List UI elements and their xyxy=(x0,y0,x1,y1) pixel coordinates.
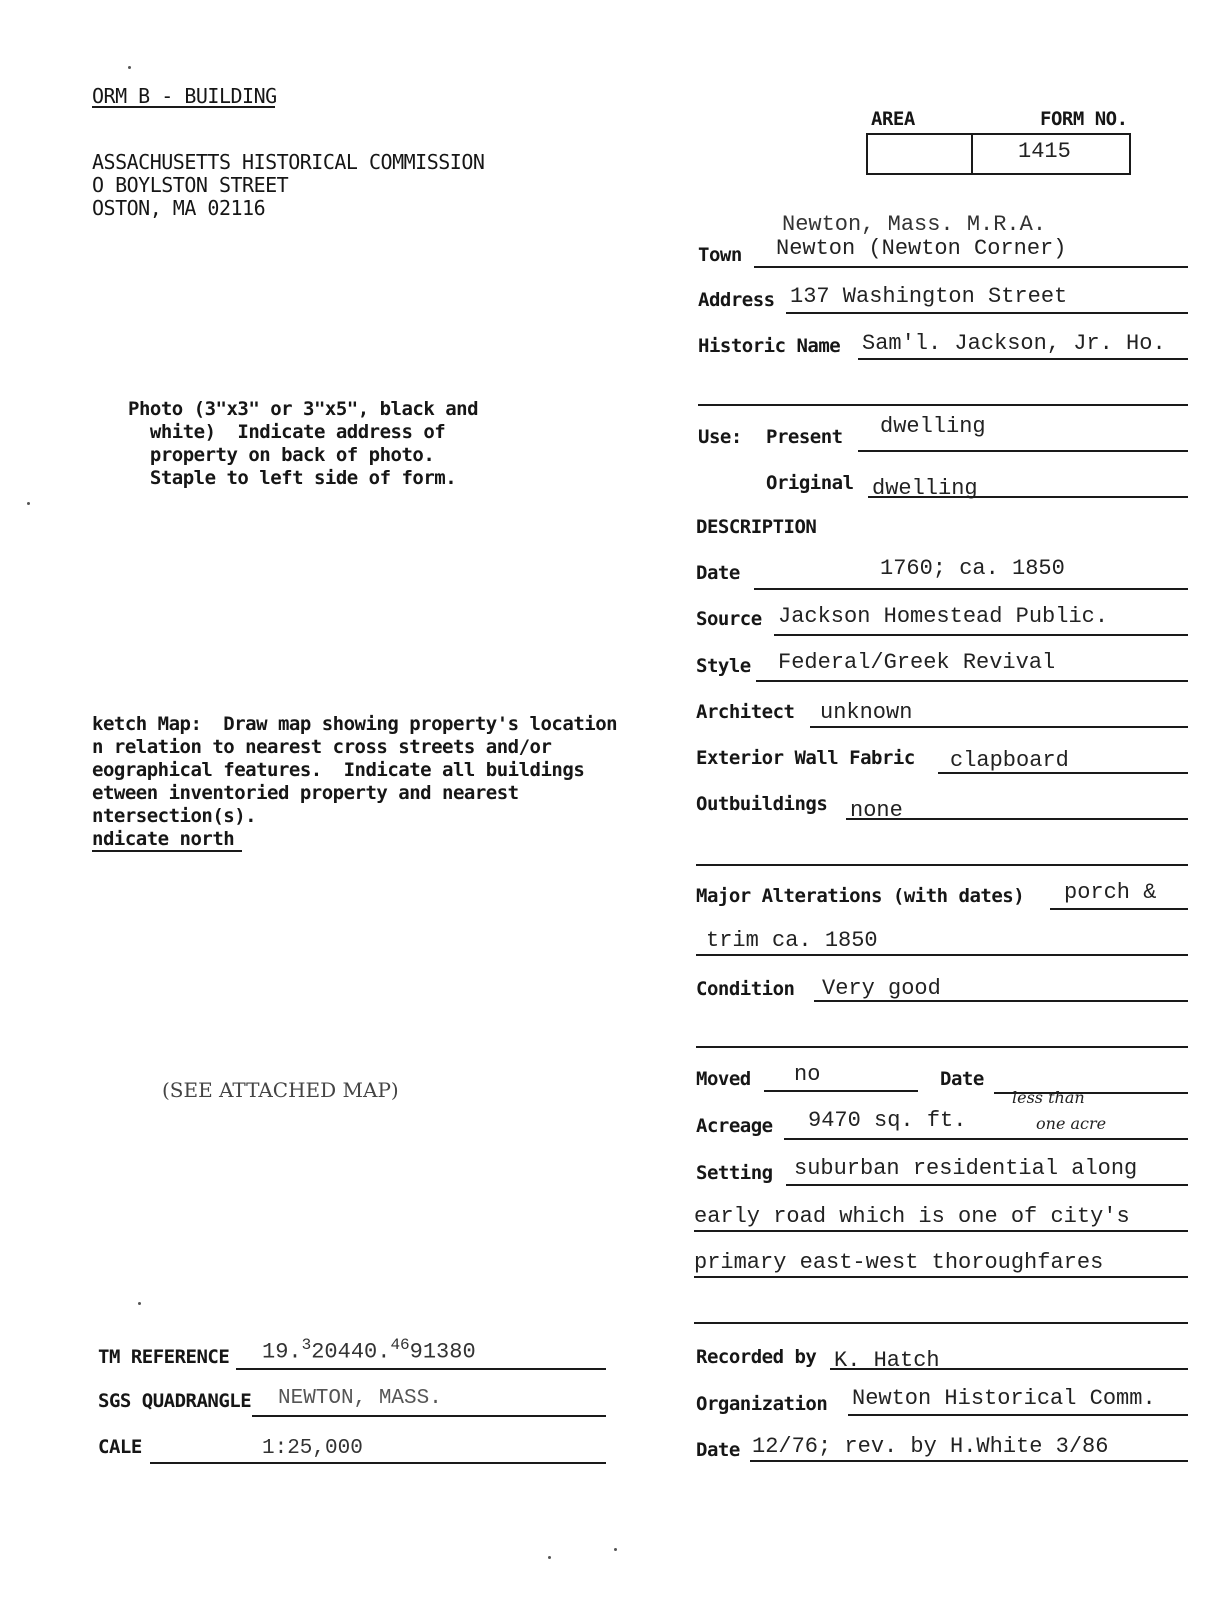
setting-line-3: primary east-west thoroughfares xyxy=(694,1250,1104,1275)
use-present-value: dwelling xyxy=(880,414,986,439)
form-title: ORM B - BUILDING xyxy=(92,84,277,108)
photo-instruction-line: white) Indicate address of xyxy=(128,421,446,443)
use-original-value: dwelling xyxy=(872,476,978,501)
architect-value: unknown xyxy=(820,700,913,725)
moved-line xyxy=(764,1090,918,1092)
scan-speck xyxy=(128,66,131,69)
use-present-label: Present xyxy=(766,426,843,448)
setting-line-1: suburban residential along xyxy=(794,1156,1138,1181)
organization-line xyxy=(848,1414,1188,1416)
description-heading: DESCRIPTION xyxy=(696,516,817,538)
alterations-value-2: trim ca. 1850 xyxy=(706,928,878,953)
address-line xyxy=(786,312,1188,314)
sketch-instruction-line: ntersection(s). xyxy=(92,805,257,827)
photo-instruction-line: Photo (3"x3" or 3"x5", black and xyxy=(128,398,479,420)
record-date-label: Date xyxy=(696,1439,740,1461)
condition-label: Condition xyxy=(696,978,795,1000)
setting-rule-4 xyxy=(694,1322,1188,1324)
organization-value: Newton Historical Comm. xyxy=(852,1386,1156,1411)
utm-label: TM REFERENCE xyxy=(98,1346,230,1368)
sketch-instruction-line: n relation to nearest cross streets and/or xyxy=(92,736,552,758)
scan-speck xyxy=(27,502,30,505)
scale-label: CALE xyxy=(98,1436,142,1458)
commission-street: O BOYLSTON STREET xyxy=(92,173,289,197)
outbuildings-value: none xyxy=(850,798,903,823)
alterations-line-2 xyxy=(696,954,1188,956)
recorded-by-value: K. Hatch xyxy=(834,1348,940,1373)
acreage-handwritten-2: one acre xyxy=(1036,1114,1107,1133)
acreage-handwritten-1: less than xyxy=(1012,1088,1085,1107)
date-line xyxy=(754,588,1188,590)
outbuildings-line xyxy=(846,818,1188,820)
exterior-line xyxy=(938,772,1188,774)
acreage-line xyxy=(784,1138,1188,1140)
town-line xyxy=(754,266,1188,268)
condition-line-2 xyxy=(696,1046,1188,1048)
sketch-instruction-line: etween inventoried property and nearest xyxy=(92,782,519,804)
setting-rule-1 xyxy=(786,1184,1188,1186)
date-value: 1760; ca. 1850 xyxy=(880,556,1065,581)
record-date-value: 12/76; rev. by H.White 3/86 xyxy=(752,1434,1109,1459)
scan-speck xyxy=(548,1556,551,1559)
moved-label: Moved xyxy=(696,1068,751,1090)
address-value: 137 Washington Street xyxy=(790,284,1068,309)
source-value: Jackson Homestead Public. xyxy=(778,604,1109,629)
outbuildings-label: Outbuildings xyxy=(696,793,828,815)
style-label: Style xyxy=(696,655,751,677)
source-line xyxy=(774,634,1188,636)
outbuildings-line-2 xyxy=(696,864,1188,866)
scan-speck xyxy=(614,1548,617,1551)
form-no-label: FORM NO. xyxy=(1040,108,1128,130)
area-label: AREA xyxy=(871,108,915,130)
scan-speck xyxy=(138,1302,141,1305)
sketch-instruction-line: ketch Map: Draw map showing property's location xyxy=(92,713,618,735)
utm-line xyxy=(236,1368,606,1370)
form-no-value: 1415 xyxy=(1018,139,1071,164)
commission-city: OSTON, MA 02116 xyxy=(92,196,266,220)
commission-name: ASSACHUSETTS HISTORICAL COMMISSION xyxy=(92,150,485,174)
scale-value: 1:25,000 xyxy=(262,1437,363,1460)
town-value-top: Newton, Mass. M.R.A. xyxy=(782,212,1047,237)
architect-line xyxy=(810,726,1188,728)
photo-instruction-line: Staple to left side of form. xyxy=(128,467,457,489)
setting-label: Setting xyxy=(696,1162,773,1184)
use-original-label: Original xyxy=(766,472,854,494)
usgs-label: SGS QUADRANGLE xyxy=(98,1390,252,1412)
scale-line xyxy=(150,1462,606,1464)
record-date-line xyxy=(750,1460,1188,1462)
area-cell xyxy=(866,133,973,175)
see-attached-map: (SEE ATTACHED MAP) xyxy=(162,1078,399,1102)
photo-instruction-line: property on back of photo. xyxy=(128,444,435,466)
form-title-underline xyxy=(92,106,275,108)
indicate-north: ndicate north xyxy=(92,828,235,850)
architect-label: Architect xyxy=(696,701,795,723)
town-label: Town xyxy=(698,244,742,266)
setting-line-2: early road which is one of city's xyxy=(694,1204,1130,1229)
utm-value: 19.$^3$20440.4691380 xyxy=(262,1336,476,1365)
moved-date-label: Date xyxy=(940,1068,984,1090)
historic-name-line-2 xyxy=(698,404,1188,406)
historic-name-value: Sam'l. Jackson, Jr. Ho. xyxy=(862,331,1166,356)
date-label: Date xyxy=(696,562,740,584)
sketch-instructions xyxy=(92,713,617,851)
condition-value: Very good xyxy=(822,976,941,1001)
town-value: Newton (Newton Corner) xyxy=(776,236,1067,261)
recorded-by-line xyxy=(830,1368,1188,1370)
usgs-line xyxy=(252,1415,606,1417)
use-present-line xyxy=(858,450,1188,452)
exterior-label: Exterior Wall Fabric xyxy=(696,747,915,769)
sketch-instruction-line: eographical features. Indicate all buildings xyxy=(92,759,585,781)
recorded-by-label: Recorded by xyxy=(696,1346,817,1368)
address-label: Address xyxy=(698,289,775,311)
acreage-value: 9470 sq. ft. xyxy=(808,1108,967,1133)
style-value: Federal/Greek Revival xyxy=(778,650,1056,675)
photo-instructions xyxy=(128,398,478,490)
alterations-label: Major Alterations (with dates) xyxy=(696,885,1025,907)
alterations-value-1: porch & xyxy=(1064,880,1157,905)
indicate-north-underline xyxy=(92,850,242,852)
acreage-label: Acreage xyxy=(696,1115,773,1137)
usgs-value: NEWTON, MASS. xyxy=(278,1387,442,1410)
condition-line xyxy=(814,1000,1188,1002)
use-label: Use: xyxy=(698,426,742,448)
style-line xyxy=(756,680,1188,682)
exterior-value: clapboard xyxy=(950,748,1069,773)
historic-name-label: Historic Name xyxy=(698,335,841,357)
use-original-line xyxy=(868,496,1188,498)
organization-label: Organization xyxy=(696,1393,828,1415)
source-label: Source xyxy=(696,608,762,630)
alterations-line-1 xyxy=(1050,908,1188,910)
moved-value: no xyxy=(794,1062,821,1087)
setting-rule-2 xyxy=(694,1230,1188,1232)
historic-name-line xyxy=(858,358,1188,360)
setting-rule-3 xyxy=(694,1276,1188,1278)
